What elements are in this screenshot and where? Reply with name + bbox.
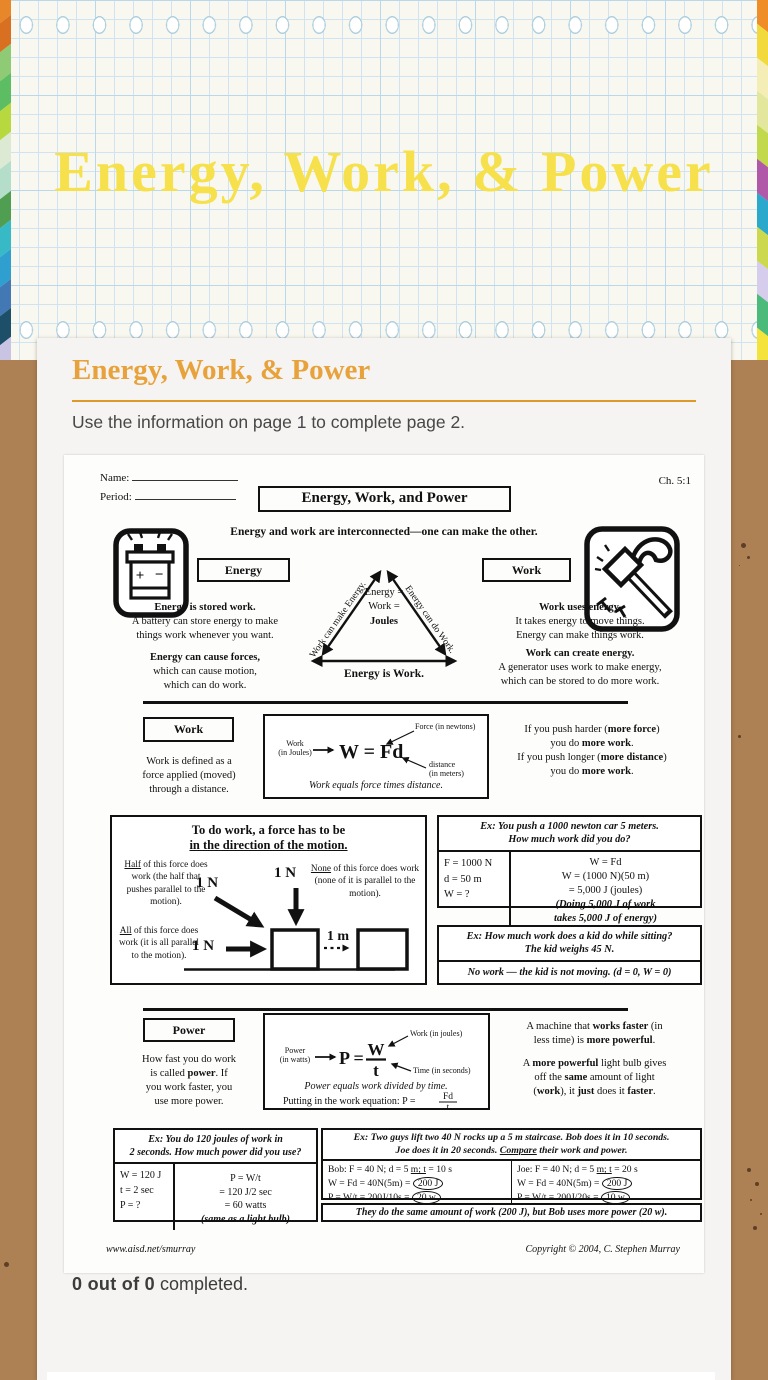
card-title: Energy, Work, & Power [72, 354, 371, 386]
svg-text:Work (in joules): Work (in joules) [410, 1029, 463, 1038]
svg-text:W = Fd: W = Fd [339, 741, 404, 763]
work-definition: Work is defined as a force applied (moved) through a distance. [142, 756, 236, 795]
force-diagram [112, 872, 429, 984]
svg-text:Power equals work divided by t: Power equals work divided by time. [304, 1081, 448, 1092]
period-field: Period: [100, 490, 236, 503]
svg-text:Fd: Fd [442, 1092, 454, 1102]
instruction-text: Use the information on page 1 to complete page 2. [72, 412, 466, 432]
example-compare-box: Ex: Two guys lift two 40 N rocks up a 5 m staircase. Bob does it in 10 seconds. Joe does it in 20 seconds. Compare their work and power. Bob: F = 40 N; d = 5 m; t = 10 s W = Fd = 40N(5m) = 200 J P = W/t = 200J/10s = 20 w Joe: F = 40 N; d = 5 m; t = 20 s W = Fd = 40N(5m) = 200 J P = W/t = 200J/20s = 10 w [321, 1128, 702, 1200]
next-section-strip [47, 1372, 715, 1380]
direction-of-motion-box: To do work, a force has to be in the direction of the motion. Half of this force does work (the half that pushes parallel to the motion). None of this force does work (none of it is parallel to the motion). All of this force does work (it is all parallel to the motion). 1 N 1 N 1 N 1 m [110, 815, 427, 985]
svg-text:(in watts): (in watts) [279, 1055, 311, 1064]
work-label-box: Work [482, 558, 571, 582]
svg-text:Force (in newtons): Force (in newtons) [415, 722, 476, 731]
notebook-paper-banner [0, 0, 768, 360]
worksheet-footer-copyright: Copyright © 2004, C. Stephen Murray [525, 1244, 680, 1255]
energy-work-triangle [299, 555, 469, 680]
svg-text:Work: Work [286, 739, 304, 748]
compare-conclusion: They do the same amount of work (200 J), but Bob uses more power (20 w). [321, 1203, 702, 1222]
svg-text:Work equals force times distan: Work equals force times distance. [309, 780, 443, 791]
work-paragraph-1: Work uses energy. It takes energy to move things. Energy can make things work. [515, 602, 645, 641]
triangle-left-label: Work can make Energy. [308, 579, 369, 660]
svg-text:Power: Power [284, 1046, 306, 1055]
worksheet-image [64, 455, 704, 1273]
svg-text:1 m: 1 m [326, 929, 350, 944]
svg-text:W: W [367, 1040, 385, 1059]
all-force-text: All of this force does work (it is all parallel to the motion). [118, 926, 200, 961]
svg-text:Joules: Joules [369, 616, 399, 627]
svg-text:Putting in the work equation:: Putting in the work equation: P = [283, 1096, 416, 1107]
svg-text:(in meters): (in meters) [429, 769, 464, 778]
svg-text:distance: distance [429, 760, 456, 769]
section-divider-1 [143, 701, 628, 704]
worksheet-title-box: Energy, Work, and Power [258, 486, 511, 512]
section-divider-2 [143, 1008, 628, 1011]
chapter-label: Ch. 5:1 [658, 475, 691, 487]
svg-text:Time (in seconds): Time (in seconds) [413, 1066, 471, 1075]
punch-holes-top [8, 11, 760, 39]
triangle-right-label: Energy can do Work. [402, 584, 457, 656]
work-formula-box [263, 714, 489, 799]
none-force-text: None of this force does work (none of it is parallel to the motion). [310, 864, 420, 899]
example-work-box: Ex: You push a 1000 newton car 5 meters. How much work did you do? F = 1000 N d = 50 m W = ? W = Fd W = (1000 N)(50 m) = 5,000 J (joules) (Doing 5,000 J of work takes 5,000 J of energy) [437, 815, 702, 908]
completion-status: 0 out of 0 completed. [72, 1274, 249, 1294]
example-power-box: Ex: You do 120 joules of work in 2 seconds. How much power did you use? W = 120 J t = 2 sec P = ? P = W/t = 120 J/2 sec = 60 watts (same as a light bulb) [113, 1128, 318, 1222]
half-force-text: Half of this force does work (the half that pushes parallel to the motion). [124, 860, 208, 907]
svg-text:+: + [135, 568, 145, 584]
light-bulb-text: A more powerful light bulb gives off the same amount of light (work), it just does it faster. [522, 1058, 667, 1097]
intro-line: Energy and work are interconnected—one can make the other. [230, 526, 538, 538]
power-section-box: Power [143, 1018, 235, 1042]
work-section-box: Work [143, 717, 234, 742]
power-formula-box [263, 1013, 490, 1110]
bob-column: Bob: F = 40 N; d = 5 m; t = 10 s W = Fd = 40N(5m) = 200 J P = W/t = 200J/10s = 20 w [323, 1161, 512, 1207]
svg-text:Energy =: Energy = [364, 587, 404, 598]
energy-label-box: Energy [197, 558, 290, 582]
triangle-base-label: Energy is Work. [344, 668, 424, 680]
example-kid-box: Ex: How much work does a kid do while sitting? The kid weighs 45 N. No work — the kid is not moving. (d = 0, W = 0) [437, 925, 702, 985]
svg-text:P =: P = [339, 1048, 364, 1068]
worksheet-footer-url: www.aisd.net/smurray [106, 1244, 196, 1255]
work-paragraph-2: Work can create energy. A generator uses work to make energy, which can be stored to do more work. [498, 648, 662, 687]
worksheet-banner-title: Energy, Work, & Power [54, 139, 714, 204]
svg-text:Work =: Work = [368, 601, 400, 612]
power-definition: How fast you do work is called power. If you work faster, you use more power. [142, 1054, 236, 1107]
svg-text:t: t [373, 1061, 379, 1080]
joe-column: Joe: F = 40 N; d = 5 m; t = 20 s W = Fd = 40N(5m) = 200 J P = W/t = 200J/20s = 10 w [517, 1164, 638, 1204]
push-harder-text: If you push harder (more force) you do more work. [524, 724, 660, 749]
energy-paragraph-1: Energy is stored work. A battery can store energy to make things work whenever you want. [131, 602, 279, 641]
worksheet-card [37, 338, 731, 1380]
name-field: Name: [100, 471, 238, 484]
svg-text:t: t [446, 1103, 450, 1108]
svg-text:(in Joules): (in Joules) [278, 748, 312, 757]
card-divider [72, 400, 696, 402]
svg-text:−: − [154, 567, 164, 583]
machine-faster-text: A machine that works faster (in less time) is more powerful. [526, 1021, 663, 1046]
push-longer-text: If you push longer (more distance) you do more work. [517, 752, 667, 777]
energy-paragraph-2: Energy can cause forces, which can cause motion, which can do work. [149, 652, 261, 691]
